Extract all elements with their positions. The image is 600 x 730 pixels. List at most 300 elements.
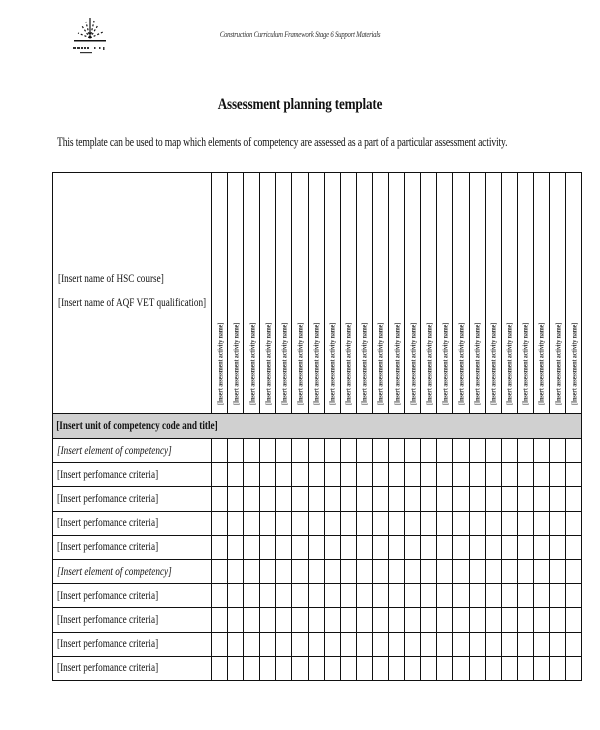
mapping-checkbox-cell[interactable] [324,656,340,680]
mapping-checkbox-cell[interactable] [292,584,308,608]
element-of-competency-cell[interactable] [53,559,212,583]
mapping-checkbox-cell[interactable] [405,511,421,535]
mapping-checkbox-cell[interactable] [244,584,260,608]
mapping-checkbox-cell[interactable] [566,584,582,608]
mapping-checkbox-cell[interactable] [485,608,501,632]
assessment-activity-column-header[interactable] [453,173,469,414]
course-qualification-cell[interactable] [53,173,212,414]
mapping-checkbox-cell[interactable] [501,656,517,680]
mapping-checkbox-cell[interactable] [260,584,276,608]
assessment-activity-column-header[interactable] [405,173,421,414]
mapping-checkbox-cell[interactable] [356,439,372,463]
mapping-checkbox-cell[interactable] [437,439,453,463]
mapping-checkbox-cell[interactable] [292,535,308,559]
assessment-activity-name: [Insert assessment activity name] [359,322,369,405]
mapping-checkbox-cell[interactable] [501,463,517,487]
mapping-checkbox-cell[interactable] [244,463,260,487]
assessment-activity-column-header[interactable] [244,173,260,414]
assessment-activity-name: [Insert assessment activity name] [569,322,579,405]
mapping-checkbox-cell[interactable] [533,511,549,535]
mapping-checkbox-cell[interactable] [485,632,501,656]
mapping-checkbox-cell[interactable] [549,584,565,608]
mapping-checkbox-cell[interactable] [405,535,421,559]
mapping-checkbox-cell[interactable] [372,608,388,632]
mapping-checkbox-cell[interactable] [437,463,453,487]
mapping-checkbox-cell[interactable] [453,487,469,511]
mapping-checkbox-cell[interactable] [485,487,501,511]
assessment-activity-name: [Insert assessment activity name] [456,322,466,405]
mapping-checkbox-cell[interactable] [276,632,292,656]
mapping-checkbox-cell[interactable] [453,584,469,608]
mapping-checkbox-cell[interactable] [501,584,517,608]
mapping-checkbox-cell[interactable] [372,559,388,583]
mapping-checkbox-cell[interactable] [260,608,276,632]
mapping-checkbox-cell[interactable] [356,511,372,535]
mapping-checkbox-cell[interactable] [260,535,276,559]
mapping-checkbox-cell[interactable] [228,608,244,632]
mapping-checkbox-cell[interactable] [260,439,276,463]
mapping-checkbox-cell[interactable] [356,632,372,656]
mapping-checkbox-cell[interactable] [549,463,565,487]
mapping-checkbox-cell[interactable] [292,487,308,511]
performance-criteria-row [53,463,582,487]
mapping-checkbox-cell[interactable] [372,632,388,656]
mapping-checkbox-cell[interactable] [485,511,501,535]
mapping-checkbox-cell[interactable] [324,632,340,656]
mapping-checkbox-cell[interactable] [533,463,549,487]
mapping-checkbox-cell[interactable] [453,559,469,583]
mapping-checkbox-cell[interactable] [389,584,405,608]
mapping-checkbox-cell[interactable] [244,439,260,463]
mapping-checkbox-cell[interactable] [340,656,356,680]
performance-criteria-row [53,535,582,559]
mapping-checkbox-cell[interactable] [437,608,453,632]
mapping-checkbox-cell[interactable] [228,463,244,487]
mapping-checkbox-cell[interactable] [308,608,324,632]
mapping-checkbox-cell[interactable] [421,559,437,583]
mapping-checkbox-cell[interactable] [437,656,453,680]
mapping-checkbox-cell[interactable] [469,511,485,535]
assessment-activity-name: [Insert assessment activity name] [424,322,434,405]
mapping-checkbox-cell[interactable] [533,656,549,680]
mapping-checkbox-cell[interactable] [212,487,228,511]
assessment-activity-column-header[interactable] [517,173,533,414]
assessment-activity-column-header[interactable] [437,173,453,414]
element-row [53,439,582,463]
performance-criteria-cell[interactable] [53,535,212,559]
mapping-checkbox-cell[interactable] [356,608,372,632]
mapping-checkbox-cell[interactable] [372,656,388,680]
mapping-checkbox-cell[interactable] [485,584,501,608]
mapping-checkbox-cell[interactable] [453,632,469,656]
mapping-checkbox-cell[interactable] [212,535,228,559]
mapping-checkbox-cell[interactable] [308,632,324,656]
mapping-checkbox-cell[interactable] [485,535,501,559]
assessment-activity-column-header[interactable] [292,173,308,414]
mapping-checkbox-cell[interactable] [405,584,421,608]
mapping-checkbox-cell[interactable] [453,535,469,559]
mapping-checkbox-cell[interactable] [421,463,437,487]
mapping-checkbox-cell[interactable] [517,584,533,608]
mapping-checkbox-cell[interactable] [517,608,533,632]
mapping-checkbox-cell[interactable] [324,487,340,511]
element-of-competency-label: [Insert element of competency] [57,444,172,457]
mapping-checkbox-cell[interactable] [437,487,453,511]
mapping-checkbox-cell[interactable] [389,487,405,511]
mapping-checkbox-cell[interactable] [469,439,485,463]
mapping-checkbox-cell[interactable] [356,535,372,559]
assessment-activity-name: [Insert assessment activity name] [472,322,482,405]
mapping-checkbox-cell[interactable] [517,511,533,535]
mapping-checkbox-cell[interactable] [372,487,388,511]
assessment-activity-name: [Insert assessment activity name] [392,322,402,405]
assessment-activity-column-header[interactable] [469,173,485,414]
mapping-checkbox-cell[interactable] [485,656,501,680]
mapping-checkbox-cell[interactable] [212,584,228,608]
mapping-checkbox-cell[interactable] [566,608,582,632]
mapping-checkbox-cell[interactable] [372,584,388,608]
mapping-checkbox-cell[interactable] [453,463,469,487]
mapping-checkbox-cell[interactable] [389,608,405,632]
mapping-checkbox-cell[interactable] [469,584,485,608]
assessment-activity-name: [Insert assessment activity name] [536,322,546,405]
mapping-checkbox-cell[interactable] [389,559,405,583]
mapping-checkbox-cell[interactable] [276,535,292,559]
mapping-checkbox-cell[interactable] [566,559,582,583]
mapping-checkbox-cell[interactable] [533,535,549,559]
assessment-activity-name: [Insert assessment activity name] [295,322,305,405]
mapping-checkbox-cell[interactable] [340,559,356,583]
assessment-activity-column-header[interactable] [212,173,228,414]
element-of-competency-cell[interactable] [53,439,212,463]
mapping-checkbox-cell[interactable] [324,535,340,559]
mapping-checkbox-cell[interactable] [405,632,421,656]
assessment-activity-column-header[interactable] [340,173,356,414]
performance-criteria-label: [Insert perfomance criteria] [57,613,159,626]
performance-criteria-cell[interactable] [53,608,212,632]
mapping-checkbox-cell[interactable] [389,463,405,487]
assessment-activity-column-header[interactable] [324,173,340,414]
mapping-checkbox-cell[interactable] [501,439,517,463]
mapping-checkbox-cell[interactable] [244,559,260,583]
mapping-checkbox-cell[interactable] [501,487,517,511]
mapping-checkbox-cell[interactable] [421,439,437,463]
mapping-checkbox-cell[interactable] [372,439,388,463]
mapping-checkbox-cell[interactable] [549,608,565,632]
mapping-checkbox-cell[interactable] [276,608,292,632]
assessment-activity-name: [Insert assessment activity name] [215,322,225,405]
mapping-checkbox-cell[interactable] [453,656,469,680]
mapping-checkbox-cell[interactable] [212,656,228,680]
mapping-checkbox-cell[interactable] [244,487,260,511]
mapping-checkbox-cell[interactable] [389,656,405,680]
mapping-checkbox-cell[interactable] [276,487,292,511]
mapping-checkbox-cell[interactable] [212,463,228,487]
mapping-checkbox-cell[interactable] [324,559,340,583]
mapping-checkbox-cell[interactable] [228,656,244,680]
mapping-checkbox-cell[interactable] [308,487,324,511]
mapping-checkbox-cell[interactable] [324,511,340,535]
mapping-checkbox-cell[interactable] [212,632,228,656]
mapping-checkbox-cell[interactable] [340,511,356,535]
mapping-checkbox-cell[interactable] [533,439,549,463]
performance-criteria-cell[interactable] [53,584,212,608]
assessment-activity-name: [Insert assessment activity name] [440,322,450,405]
mapping-checkbox-cell[interactable] [501,608,517,632]
unit-of-competency-cell[interactable] [53,414,582,439]
mapping-checkbox-cell[interactable] [549,511,565,535]
hsc-course-placeholder: [Insert name of HSC course] [58,273,164,285]
mapping-checkbox-cell[interactable] [212,511,228,535]
mapping-checkbox-cell[interactable] [517,656,533,680]
mapping-checkbox-cell[interactable] [324,584,340,608]
mapping-checkbox-cell[interactable] [485,463,501,487]
assessment-activity-column-header[interactable] [549,173,565,414]
mapping-checkbox-cell[interactable] [453,439,469,463]
mapping-checkbox-cell[interactable] [421,487,437,511]
mapping-checkbox-cell[interactable] [340,439,356,463]
mapping-checkbox-cell[interactable] [517,463,533,487]
mapping-checkbox-cell[interactable] [244,511,260,535]
performance-criteria-row [53,584,582,608]
mapping-checkbox-cell[interactable] [469,463,485,487]
assessment-activity-name: [Insert assessment activity name] [488,322,498,405]
mapping-checkbox-cell[interactable] [260,559,276,583]
mapping-checkbox-cell[interactable] [340,487,356,511]
mapping-checkbox-cell[interactable] [228,535,244,559]
mapping-checkbox-cell[interactable] [549,487,565,511]
mapping-checkbox-cell[interactable] [340,463,356,487]
mapping-checkbox-cell[interactable] [260,463,276,487]
performance-criteria-row [53,632,582,656]
assessment-activity-name: [Insert assessment activity name] [553,322,563,405]
mapping-checkbox-cell[interactable] [389,511,405,535]
mapping-checkbox-cell[interactable] [437,559,453,583]
mapping-checkbox-cell[interactable] [340,608,356,632]
assessment-activity-column-header[interactable] [389,173,405,414]
mapping-checkbox-cell[interactable] [405,439,421,463]
assessment-activity-column-header[interactable] [308,173,324,414]
mapping-checkbox-cell[interactable] [276,463,292,487]
mapping-checkbox-cell[interactable] [485,439,501,463]
mapping-checkbox-cell[interactable] [421,656,437,680]
performance-criteria-cell[interactable] [53,632,212,656]
mapping-checkbox-cell[interactable] [469,487,485,511]
mapping-checkbox-cell[interactable] [566,511,582,535]
mapping-checkbox-cell[interactable] [212,439,228,463]
mapping-checkbox-cell[interactable] [324,439,340,463]
assessment-activity-column-header[interactable] [533,173,549,414]
mapping-checkbox-cell[interactable] [389,439,405,463]
performance-criteria-label: [Insert perfomance criteria] [57,468,159,481]
mapping-checkbox-cell[interactable] [437,535,453,559]
mapping-checkbox-cell[interactable] [421,584,437,608]
mapping-checkbox-cell[interactable] [292,559,308,583]
mapping-checkbox-cell[interactable] [533,584,549,608]
assessment-activity-column-header[interactable] [276,173,292,414]
mapping-checkbox-cell[interactable] [421,511,437,535]
page-title: Assessment planning template [217,96,383,113]
mapping-checkbox-cell[interactable] [228,487,244,511]
mapping-checkbox-cell[interactable] [501,535,517,559]
performance-criteria-label: [Insert perfomance criteria] [57,638,159,651]
element-of-competency-label: [Insert element of competency] [57,565,172,578]
performance-criteria-label: [Insert perfomance criteria] [57,541,159,554]
mapping-checkbox-cell[interactable] [228,559,244,583]
assessment-activity-column-header[interactable] [421,173,437,414]
mapping-checkbox-cell[interactable] [356,487,372,511]
mapping-checkbox-cell[interactable] [469,608,485,632]
mapping-checkbox-cell[interactable] [453,511,469,535]
mapping-checkbox-cell[interactable] [292,608,308,632]
mapping-checkbox-cell[interactable] [421,608,437,632]
mapping-checkbox-cell[interactable] [372,511,388,535]
mapping-checkbox-cell[interactable] [308,511,324,535]
performance-criteria-label: [Insert perfomance criteria] [57,492,159,505]
mapping-checkbox-cell[interactable] [340,584,356,608]
mapping-checkbox-cell[interactable] [292,511,308,535]
mapping-checkbox-cell[interactable] [549,559,565,583]
mapping-checkbox-cell[interactable] [549,656,565,680]
mapping-checkbox-cell[interactable] [469,656,485,680]
mapping-checkbox-cell[interactable] [276,511,292,535]
mapping-checkbox-cell[interactable] [517,632,533,656]
mapping-checkbox-cell[interactable] [244,608,260,632]
mapping-checkbox-cell[interactable] [389,632,405,656]
mapping-checkbox-cell[interactable] [356,656,372,680]
mapping-checkbox-cell[interactable] [533,487,549,511]
mapping-checkbox-cell[interactable] [292,656,308,680]
mapping-checkbox-cell[interactable] [566,632,582,656]
mapping-checkbox-cell[interactable] [533,608,549,632]
assessment-activity-column-header[interactable] [566,173,582,414]
mapping-checkbox-cell[interactable] [356,559,372,583]
assessment-activity-name: [Insert assessment activity name] [327,322,337,405]
mapping-checkbox-cell[interactable] [228,632,244,656]
mapping-checkbox-cell[interactable] [356,584,372,608]
assessment-activity-column-header[interactable] [260,173,276,414]
mapping-checkbox-cell[interactable] [549,632,565,656]
assessment-activity-name: [Insert assessment activity name] [247,322,257,405]
mapping-checkbox-cell[interactable] [566,487,582,511]
mapping-checkbox-cell[interactable] [533,632,549,656]
mapping-checkbox-cell[interactable] [308,559,324,583]
mapping-checkbox-cell[interactable] [292,463,308,487]
assessment-activity-name: [Insert assessment activity name] [263,322,273,405]
mapping-checkbox-cell[interactable] [437,584,453,608]
mapping-checkbox-cell[interactable] [421,535,437,559]
assessment-activity-name: [Insert assessment activity name] [504,322,514,405]
mapping-checkbox-cell[interactable] [324,608,340,632]
mapping-checkbox-cell[interactable] [276,439,292,463]
assessment-activity-column-header[interactable] [501,173,517,414]
assessment-activity-column-header[interactable] [356,173,372,414]
assessment-activity-name: [Insert assessment activity name] [231,322,241,405]
mapping-checkbox-cell[interactable] [566,656,582,680]
mapping-checkbox-cell[interactable] [372,463,388,487]
mapping-checkbox-cell[interactable] [276,559,292,583]
mapping-checkbox-cell[interactable] [501,511,517,535]
mapping-checkbox-cell[interactable] [260,511,276,535]
mapping-checkbox-cell[interactable] [405,487,421,511]
mapping-checkbox-cell[interactable] [389,535,405,559]
mapping-checkbox-cell[interactable] [276,584,292,608]
mapping-checkbox-cell[interactable] [517,535,533,559]
assessment-activity-column-header[interactable] [485,173,501,414]
mapping-checkbox-cell[interactable] [228,511,244,535]
mapping-checkbox-cell[interactable] [308,656,324,680]
mapping-checkbox-cell[interactable] [228,584,244,608]
mapping-checkbox-cell[interactable] [453,608,469,632]
mapping-checkbox-cell[interactable] [260,632,276,656]
mapping-checkbox-cell[interactable] [437,632,453,656]
mapping-checkbox-cell[interactable] [437,511,453,535]
mapping-checkbox-cell[interactable] [517,439,533,463]
assessment-activity-name: [Insert assessment activity name] [520,322,530,405]
mapping-checkbox-cell[interactable] [501,632,517,656]
mapping-checkbox-cell[interactable] [260,487,276,511]
mapping-checkbox-cell[interactable] [485,559,501,583]
mapping-checkbox-cell[interactable] [517,487,533,511]
mapping-checkbox-cell[interactable] [372,535,388,559]
mapping-checkbox-cell[interactable] [501,559,517,583]
mapping-checkbox-cell[interactable] [566,535,582,559]
performance-criteria-cell[interactable] [53,511,212,535]
performance-criteria-label: [Insert perfomance criteria] [57,662,159,675]
mapping-checkbox-cell[interactable] [469,632,485,656]
mapping-checkbox-cell[interactable] [566,439,582,463]
mapping-checkbox-cell[interactable] [469,559,485,583]
mapping-checkbox-cell[interactable] [340,632,356,656]
mapping-checkbox-cell[interactable] [260,656,276,680]
aqf-qualification-placeholder: [Insert name of AQF VET qualification] [58,297,207,309]
mapping-checkbox-cell[interactable] [308,463,324,487]
mapping-checkbox-cell[interactable] [244,656,260,680]
mapping-checkbox-cell[interactable] [533,559,549,583]
mapping-checkbox-cell[interactable] [292,439,308,463]
mapping-checkbox-cell[interactable] [549,535,565,559]
running-header: Construction Curriculum Framework Stage 6 Support Materials [219,30,381,39]
mapping-checkbox-cell[interactable] [228,439,244,463]
mapping-checkbox-cell[interactable] [405,559,421,583]
mapping-checkbox-cell[interactable] [517,559,533,583]
mapping-checkbox-cell[interactable] [276,656,292,680]
mapping-checkbox-cell[interactable] [244,632,260,656]
mapping-checkbox-cell[interactable] [549,439,565,463]
performance-criteria-cell[interactable] [53,656,212,680]
mapping-checkbox-cell[interactable] [356,463,372,487]
assessment-activity-column-header[interactable] [228,173,244,414]
assessment-activity-column-header[interactable] [372,173,388,414]
mapping-checkbox-cell[interactable] [212,608,228,632]
performance-criteria-cell[interactable] [53,463,212,487]
performance-criteria-cell[interactable] [53,487,212,511]
mapping-checkbox-cell[interactable] [308,584,324,608]
mapping-checkbox-cell[interactable] [308,439,324,463]
mapping-checkbox-cell[interactable] [324,463,340,487]
mapping-checkbox-cell[interactable] [405,656,421,680]
mapping-checkbox-cell[interactable] [566,463,582,487]
mapping-checkbox-cell[interactable] [212,559,228,583]
mapping-checkbox-cell[interactable] [308,535,324,559]
mapping-checkbox-cell[interactable] [469,535,485,559]
mapping-checkbox-cell[interactable] [340,535,356,559]
mapping-checkbox-cell[interactable] [405,463,421,487]
mapping-checkbox-cell[interactable] [244,535,260,559]
mapping-checkbox-cell[interactable] [421,632,437,656]
mapping-checkbox-cell[interactable] [405,608,421,632]
mapping-checkbox-cell[interactable] [292,632,308,656]
